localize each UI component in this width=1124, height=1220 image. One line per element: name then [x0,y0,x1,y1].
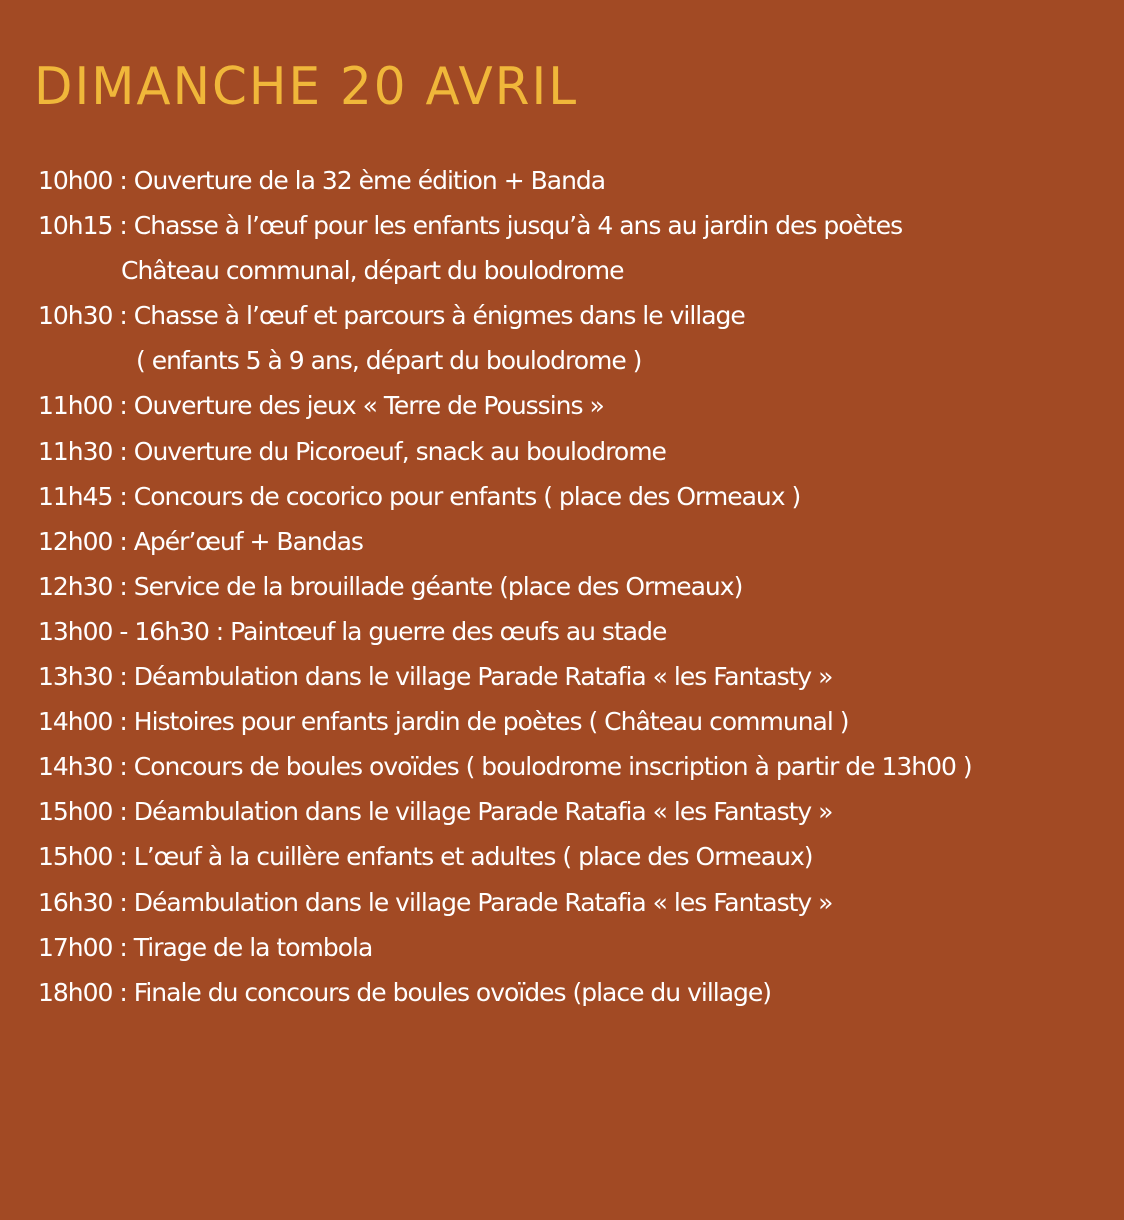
schedule-item: 15h00 : L’œuf à la cuillère enfants et adultes ( place des Ormeaux) [38,842,813,872]
schedule-item: 12h30 : Service de la brouillade géante (place des Ormeaux) [38,571,743,601]
schedule-item: 13h00 - 16h30 : Paintœuf la guerre des œufs au stade [38,616,667,646]
schedule-item: 14h30 : Concours de boules ovoïdes ( boulodrome inscription à partir de 13h00 ) [38,752,972,782]
schedule-item: 10h30 : Chasse à l’œuf et parcours à énigmes dans le village [38,301,745,331]
schedule-item: 16h30 : Déambulation dans le village Parade Ratafia « les Fantasty » [38,887,833,917]
schedule-item: 10h15 : Chasse à l’œuf pour les enfants jusqu’à 4 ans au jardin des poètes [38,211,903,241]
schedule-item-continuation: ( enfants 5 à 9 ans, départ du boulodrome ) [136,346,642,376]
schedule-item-continuation: Château communal, départ du boulodrome [121,256,624,286]
schedule-list [38,158,1108,1015]
schedule-item: 17h00 : Tirage de la tombola [38,932,373,962]
schedule-item: 11h30 : Ouverture du Picoroeuf, snack au boulodrome [38,436,666,466]
schedule-item: 18h00 : Finale du concours de boules ovoïdes (place du village) [38,977,772,1007]
schedule-item: 14h00 : Histoires pour enfants jardin de poètes ( Château communal ) [38,707,849,737]
page-title: DIMANCHE 20 AVRIL [34,56,579,117]
schedule-item: 12h00 : Apér’œuf + Bandas [38,526,363,556]
schedule-item: 10h00 : Ouverture de la 32 ème édition + Banda [38,166,606,195]
schedule-item: 15h00 : Déambulation dans le village Parade Ratafia « les Fantasty » [38,797,833,827]
schedule-item: 11h00 : Ouverture des jeux « Terre de Poussins » [38,391,604,421]
schedule-item: 11h45 : Concours de cocorico pour enfants ( place des Ormeaux ) [38,481,801,511]
schedule-item: 13h30 : Déambulation dans le village Parade Ratafia « les Fantasty » [38,662,833,692]
